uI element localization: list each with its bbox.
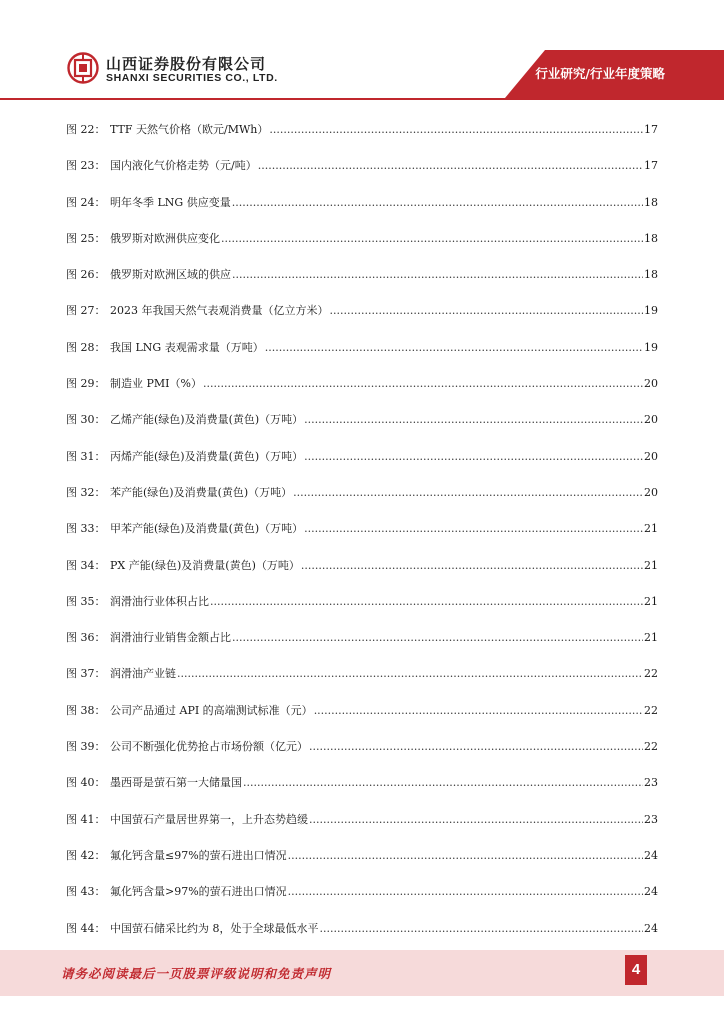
toc-figure-title: 2023 年我国天然气表观消费量（亿立方米）	[110, 304, 329, 318]
toc-figure-title: 苯产能(绿色)及消费量(黄色)（万吨）	[110, 485, 293, 499]
toc-page-number: 17	[644, 123, 658, 136]
company-name-en: SHANXI SECURITIES CO., LTD.	[106, 72, 278, 84]
toc-figure-label: 图 38：	[66, 703, 106, 717]
toc-dot-leader	[301, 548, 643, 584]
company-name-cn: 山西证券股份有限公司	[106, 55, 267, 73]
toc-figure-title: PX 产能(绿色)及消费量(黄色)（万吨）	[110, 558, 300, 572]
toc-figure-title: TTF 天然气价格（欧元/MWh）	[110, 123, 269, 136]
toc-row[interactable]	[66, 221, 658, 257]
toc-figure-label: 图 23：	[66, 159, 106, 173]
toc-figure-label: 图 26：	[66, 268, 106, 282]
toc-dot-leader	[177, 656, 643, 692]
toc-dot-leader	[232, 257, 643, 293]
toc-page-number: 23	[644, 812, 658, 826]
toc-dot-leader	[232, 620, 643, 656]
toc-row[interactable]	[66, 185, 658, 221]
toc-row[interactable]	[66, 693, 658, 729]
toc-figure-label: 图 42：	[66, 848, 106, 862]
toc-dot-leader	[221, 221, 643, 257]
toc-row[interactable]	[66, 257, 658, 293]
toc-row[interactable]	[66, 148, 658, 184]
toc-row[interactable]	[66, 765, 658, 801]
toc-figure-title: 俄罗斯对欧洲供应变化	[110, 231, 220, 245]
toc-figure-title: 公司不断强化优势抢占市场份额（亿元）	[110, 740, 308, 754]
toc-figure-title: 乙烯产能(绿色)及消费量(黄色)（万吨）	[110, 413, 304, 427]
toc-figure-title: 润滑油行业体积占比	[110, 594, 209, 608]
footer-band	[0, 950, 724, 996]
toc-row[interactable]	[66, 838, 658, 874]
toc-page-number: 21	[644, 558, 658, 572]
toc-page-number: 22	[644, 740, 658, 754]
toc-row[interactable]	[66, 911, 658, 947]
toc-row[interactable]	[66, 112, 658, 148]
toc-page-number: 24	[644, 885, 658, 899]
toc-figure-label: 图 25：	[66, 231, 106, 245]
toc-figure-label: 图 24：	[66, 195, 106, 209]
toc-row[interactable]	[66, 548, 658, 584]
toc-page-number: 21	[644, 631, 658, 645]
toc-figure-title: 我国 LNG 表观需求量（万吨）	[110, 340, 264, 354]
toc-figure-title: 中国萤石产量居世界第一，上升态势趋缓	[110, 812, 308, 826]
disclaimer-text: 请务必阅读最后一页股票评级说明和免责声明	[61, 966, 332, 981]
toc-page-number: 20	[644, 485, 658, 499]
toc-page-number: 20	[644, 377, 658, 391]
toc-figure-title: 润滑油产业链	[110, 667, 176, 681]
section-label: 行业研究/行业年度策略	[535, 66, 665, 81]
toc-page-number: 20	[644, 413, 658, 427]
toc-dot-leader	[309, 729, 643, 765]
toc-row[interactable]	[66, 439, 658, 475]
toc-figure-label: 图 41：	[66, 812, 106, 826]
toc-row[interactable]	[66, 656, 658, 692]
toc-row[interactable]	[66, 874, 658, 910]
toc-page-number: 22	[644, 667, 658, 681]
toc-figure-title: 国内液化气价格走势（元/吨）	[110, 159, 257, 173]
toc-figure-label: 图 29：	[66, 377, 106, 391]
toc-figure-title: 墨西哥是萤石第一大储量国	[110, 776, 242, 790]
toc-figure-label: 图 36：	[66, 631, 106, 645]
toc-dot-leader	[243, 765, 643, 801]
figure-toc-list	[66, 112, 658, 947]
toc-figure-title: 中国萤石储采比约为 8，处于全球最低水平	[110, 921, 319, 935]
toc-figure-label: 图 32：	[66, 485, 106, 499]
toc-dot-leader	[269, 112, 643, 148]
toc-figure-title: 氟化钙含量>97%的萤石进出口情况	[110, 885, 287, 899]
toc-figure-title: 制造业 PMI（%）	[110, 377, 202, 391]
toc-row[interactable]	[66, 802, 658, 838]
toc-page-number: 23	[644, 776, 658, 790]
toc-row[interactable]	[66, 402, 658, 438]
toc-dot-leader	[258, 148, 643, 184]
toc-page-number: 22	[644, 703, 658, 717]
toc-row[interactable]	[66, 511, 658, 547]
toc-figure-label: 图 35：	[66, 594, 106, 608]
toc-page-number: 18	[644, 195, 658, 209]
toc-figure-label: 图 28：	[66, 340, 106, 354]
toc-row[interactable]	[66, 366, 658, 402]
toc-dot-leader	[309, 802, 643, 838]
toc-figure-title: 俄罗斯对欧洲区域的供应	[110, 268, 231, 282]
toc-dot-leader	[320, 911, 644, 947]
toc-page-number: 19	[644, 304, 658, 318]
toc-figure-label: 图 44：	[66, 921, 106, 935]
toc-page-number: 19	[644, 340, 658, 354]
toc-row[interactable]	[66, 620, 658, 656]
toc-page-number: 17	[644, 159, 658, 173]
toc-figure-label: 图 31：	[66, 449, 106, 463]
toc-page-number: 20	[644, 449, 658, 463]
header-band	[0, 0, 724, 100]
toc-page-number: 18	[644, 231, 658, 245]
page-number: 4	[625, 955, 647, 985]
toc-page-number: 24	[644, 921, 658, 935]
toc-dot-leader	[330, 293, 644, 329]
toc-row[interactable]	[66, 729, 658, 765]
toc-dot-leader	[293, 475, 643, 511]
toc-dot-leader	[304, 439, 643, 475]
toc-figure-title: 氟化钙含量≤97%的萤石进出口情况	[110, 848, 287, 862]
toc-dot-leader	[304, 402, 643, 438]
toc-figure-label: 图 22：	[66, 123, 106, 136]
toc-figure-title: 明年冬季 LNG 供应变量	[110, 195, 231, 209]
page-header	[0, 0, 724, 100]
toc-figure-label: 图 40：	[66, 776, 106, 790]
toc-page-number: 24	[644, 848, 658, 862]
toc-dot-leader	[210, 584, 643, 620]
toc-page-number: 21	[644, 522, 658, 536]
toc-figure-title: 公司产品通过 API 的高端测试标准（元）	[110, 703, 313, 717]
toc-page-number: 21	[644, 594, 658, 608]
toc-figure-title: 丙烯产能(绿色)及消费量(黄色)（万吨）	[110, 449, 304, 463]
toc-row[interactable]	[66, 330, 658, 366]
toc-figure-title: 甲苯产能(绿色)及消费量(黄色)（万吨）	[110, 522, 304, 536]
toc-row[interactable]	[66, 293, 658, 329]
toc-figure-label: 图 27：	[66, 304, 106, 318]
toc-row[interactable]	[66, 475, 658, 511]
toc-figure-label: 图 34：	[66, 558, 106, 572]
toc-dot-leader	[304, 511, 643, 547]
toc-row[interactable]	[66, 584, 658, 620]
toc-figure-label: 图 39：	[66, 740, 106, 754]
toc-page-number: 18	[644, 268, 658, 282]
toc-dot-leader	[232, 185, 643, 221]
toc-dot-leader	[203, 366, 643, 402]
toc-figure-label: 图 33：	[66, 522, 106, 536]
toc-dot-leader	[288, 874, 643, 910]
toc-figure-title: 润滑油行业销售金额占比	[110, 631, 231, 645]
toc-dot-leader	[265, 330, 643, 366]
toc-dot-leader	[314, 693, 643, 729]
toc-figure-label: 图 30：	[66, 413, 106, 427]
toc-figure-label: 图 37：	[66, 667, 106, 681]
toc-figure-label: 图 43：	[66, 885, 106, 899]
toc-dot-leader	[288, 838, 643, 874]
